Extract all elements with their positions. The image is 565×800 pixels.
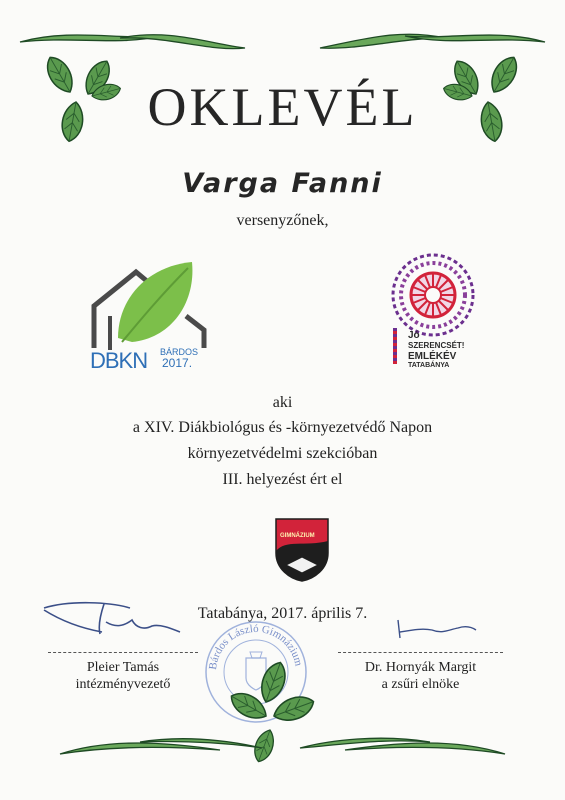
- leaf-swoosh-bottom: [60, 738, 505, 754]
- place-date: Tatabánya, 2017. április 7.: [197, 605, 368, 622]
- body-line-4: III. helyezést ért el: [222, 471, 343, 488]
- dbkn-text: DBKN: [90, 348, 148, 373]
- dbkn-logo: [88, 258, 213, 373]
- leaf-cluster-bottom: [226, 659, 317, 765]
- stamp-text: Bárdos László Gimnázium: [206, 622, 305, 671]
- signature-left-scribble: [40, 598, 190, 643]
- school-crest: [274, 517, 330, 583]
- school-crest-text: GIMNÁZIUM: [280, 533, 315, 539]
- recipient-suffix: versenyzőnek,: [236, 212, 329, 229]
- school-crest-shield-icon: [274, 517, 330, 583]
- city-logo-line2: SZERENCSÉT!: [408, 341, 465, 350]
- signatory-left-name: Pleier Tamás: [86, 660, 160, 675]
- body-line-3: környezetvédelmi szekcióban: [187, 445, 378, 462]
- leaf-swoosh-left: [20, 35, 245, 49]
- bottom-leaf-border: [0, 650, 565, 800]
- signatory-right-role: a zsűri elnöke: [381, 677, 460, 692]
- city-anniversary-logo: [388, 250, 478, 375]
- city-logo-figure-icon: [390, 328, 400, 368]
- certificate-title: OKLEVÉL: [147, 77, 418, 137]
- signatory-right-name: Dr. Hornyák Margit: [364, 660, 477, 675]
- signature-right-scribble: [392, 618, 482, 643]
- city-logo-line3: EMLÉKÉV: [408, 351, 457, 362]
- dbkn-year: 2017.: [162, 356, 193, 370]
- dbkn-subtext: BÁRDOS: [160, 347, 199, 357]
- body-line-2: a XIV. Diákbiológus és -környezetvédő Napon: [132, 419, 433, 436]
- city-logo-line4: TATABÁNYA: [408, 362, 450, 369]
- body-line-1: aki: [272, 394, 293, 411]
- leaf-swoosh-right: [320, 34, 545, 48]
- signatory-left-role: intézményvezető: [75, 677, 171, 692]
- city-logo-line1: Jó: [408, 330, 420, 341]
- rosette-icon: [388, 250, 478, 340]
- recipient-name: Varga Fanni: [182, 168, 383, 199]
